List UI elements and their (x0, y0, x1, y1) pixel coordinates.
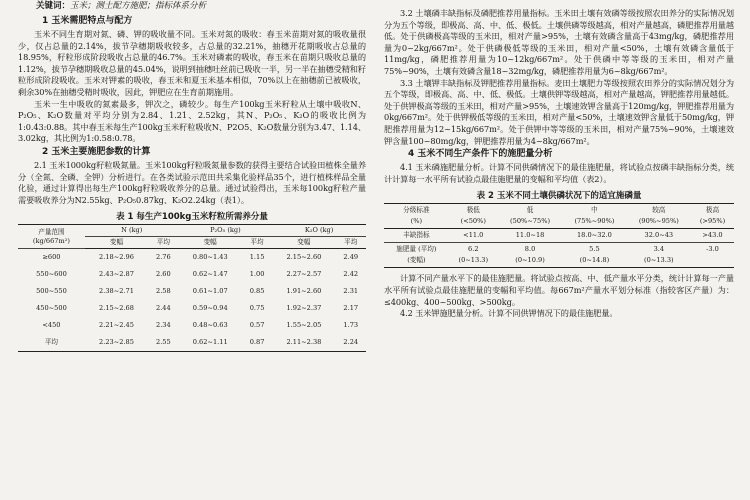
table-cell: 2.15~2.68 (99, 304, 134, 313)
t1-yield-header (18, 225, 85, 249)
table-cell: 0.62~1.47 (192, 270, 228, 279)
table-cell: 2.27~2.57 (286, 270, 322, 279)
t1-n-mean: 平均 (148, 237, 178, 249)
table-2-subheader-row (384, 216, 734, 229)
section-4-title: 4 玉米不同生产条件下的施肥量分析 (408, 149, 553, 160)
paragraph-yield-levels: 计算不同产量水平下的最佳施肥量。将试验点按高、中、低产量水平分类，统计计算每一产量水平所有试验点最佳施肥量的变幅和平均值。每667m²产量水平划分标准（指较客区产量）为：≤400kg、400~500kg、>500kg。 (384, 273, 734, 307)
t2-high-header: 较高 (652, 206, 666, 215)
table-cell: 2.15~2.60 (286, 253, 322, 262)
table-cell: 0.87 (249, 338, 265, 347)
t1-k-mean: 平均 (336, 237, 366, 249)
table-row (18, 300, 366, 317)
right-column (384, 8, 734, 320)
table-cell: 2.43~2.87 (99, 270, 134, 279)
t1-n-header: N (kg) (85, 225, 179, 237)
table-cell: 2.60 (156, 270, 171, 279)
table-cell: 2.21~2.45 (99, 321, 134, 330)
table-cell: >43.0 (691, 229, 734, 243)
table-cell: ≥600 (42, 253, 61, 262)
table-1 (18, 224, 366, 352)
table-row (384, 256, 734, 268)
t2-level-unit: (%) (384, 216, 449, 229)
t1-k-header: K₂O (kg) (272, 225, 366, 237)
keywords-label: 关键词： (36, 1, 71, 11)
paragraph-npk-uptake: 玉米不同生育期对氮、磷、钾的吸收量不同。玉米对氮的吸收：春玉米苗期对氮的吸收量很少，仅占总量的2.14%，拔节孕穗期吸收较多，占总量的32.21%，抽穗开花期吸收占总量的18.95%，籽粒形成阶段吸收占总量的46.7%。玉米对磷素的吸收，春玉米在苗期只吸收总量的1.12%，拔节孕穗期吸收总量的45.04%，说明到抽穗吐丝前已吸收一半，另一半在抽穗受精和籽粒形成阶段吸收。玉米对钾素的吸收，春玉米和夏玉米基本相似，70%以上在抽穗前已被吸收，剩余30%在抽穗受精时吸收，因此，钾肥应在生育前期施用。 (18, 29, 366, 97)
table-cell (691, 256, 734, 268)
table-cell: 0.57 (249, 321, 265, 330)
table-1-caption: 表 1 每生产100kg玉米籽粒所需养分量 (116, 212, 268, 223)
t1-yield-label: 产量范围 (38, 227, 65, 236)
table-2-caption: 表 2 玉米不同土壤供磷状况下的适宜施磷量 (476, 191, 642, 202)
table-cell: 2.58 (156, 287, 171, 296)
table-cell: 3.4 (627, 243, 691, 257)
t2-mid-range: (75%~90%) (562, 216, 626, 229)
t2-vhigh-header: 极高 (705, 206, 720, 215)
table-cell: 2.49 (343, 253, 359, 262)
table-2-body (384, 229, 734, 268)
table-cell: <450 (42, 321, 61, 330)
t2-level-header: 分级标准 (403, 206, 430, 215)
t2-low-range: (50%~75%) (498, 216, 562, 229)
t1-p-mean: 平均 (242, 237, 272, 249)
table-cell: 32.0~43 (627, 229, 691, 243)
table-cell: 2.23~2.85 (99, 338, 134, 347)
table-cell: 0.80~1.43 (192, 253, 228, 262)
table-cell: 2.31 (343, 287, 359, 296)
t2-vlow-range: (<50%) (449, 216, 498, 229)
keywords-text: 玉米；测土配方施肥；指标体系分析 (70, 1, 207, 11)
table-cell: (0~13.3) (644, 256, 674, 265)
paragraph-2-1: 2.1 玉米1000kg籽粒吸氮量。玉米100kg籽粒吸氮量参数的获得主要结合试验田植株全量养分（全氮、全磷、全钾）分析进行。在各类试验示范田共采集化验样品35个，进行植株样品全量化验，通过计算得出每生产100kg籽粒吸收养分的总量。通过试验得出，玉米每100kg籽粒产量需要吸收养分为N2.55kg、P₂O₅0.87kg、K₂O2.24kg（表1）。 (18, 159, 366, 205)
table-1-body (18, 249, 366, 352)
table-cell: 500~550 (36, 287, 67, 296)
table-cell: (0~14.8) (579, 256, 610, 265)
table-1-header-row (18, 225, 366, 237)
table-cell: 2.44 (156, 304, 171, 313)
table-cell: (0~10.9) (515, 256, 545, 265)
table-cell: 2.38~2.71 (99, 287, 134, 296)
left-column (18, 14, 366, 352)
table-cell: 0.48~0.63 (192, 321, 228, 330)
table-cell: 2.18~2.96 (99, 253, 134, 262)
t1-k-range: 变幅 (272, 237, 335, 249)
table-cell: <11.0 (449, 229, 498, 243)
table-cell: 平均 (44, 338, 59, 347)
table-row (384, 229, 734, 243)
table-2 (384, 203, 734, 268)
table-row-label: 施肥量 (平均) (384, 243, 449, 257)
t2-vlow-header: 极低 (466, 206, 480, 215)
table-cell: 1.15 (249, 253, 265, 262)
table-row (18, 334, 366, 352)
table-cell: 0.62~1.11 (192, 338, 228, 347)
table-cell: 2.42 (343, 270, 359, 279)
table-cell: 450~500 (36, 304, 67, 313)
paragraph-3-3: 3.3 土壤钾丰缺指标及钾肥推荐用量指标。麦田土壤肥力等级按照农田养分的实际情况划分为五个等级，即极高、高、中、低、极低。土壤供钾等级越高，相对产量越高，钾肥推荐用量越低。处于供钾极高等级的玉米田，相对产量>95%，土壤速效钾含量高于120mg/kg，钾肥推荐用量为0kg/667m²。处于供钾极低等级的玉米田，相对产量<50%，土壤速效钾含量低于50mg/kg，钾肥推荐用量为12~15kg/667m²。处于供钾中等等级的玉米田，相对产量75%~90%，土壤速效钾含量100~80mg/kg，钾肥推荐用量为4~8kg/667m²。 (384, 77, 734, 146)
table-row (18, 266, 366, 283)
table-cell: 18.0~32.0 (562, 229, 626, 243)
t1-yield-unit: (kg/667m²) (32, 236, 70, 245)
paragraph-npk-ratio: 玉米一生中吸收的氮素最多，钾次之，磷较少。每生产100kg玉米籽粒从土壤中吸收N、P₂O₅、K₂O数量对平均分别为2.84、1.21、2.52kg，其N、P₂O₅、K₂O的吸收比例为1:0.43:0.88。其中春玉米每生产100kg玉米籽粒吸收N、P2O5、K₂O数量分别为3.47、1.14、3.02kg，其比例为1:0.58:0.78。 (18, 98, 366, 144)
paragraph-3-2: 3.2 土壤磷丰缺指标及磷肥推荐用量指标。玉米田土壤有效磷等级按照农田养分的实际情况划分为五个等级，即极高、高、中、低、极低。土壤供磷等级越高，相对产量越高，磷肥推荐用量越低。处于供磷极高等级的玉米田，相对产量>95%，土壤有效磷含量高于43mg/kg，磷肥推荐用量为0~2kg/667m²。处于供磷极低等级的玉米田，相对产量<50%，土壤有效磷含量低于11mg/kg，磷肥推荐用量为10~12kg/667m²。处于供磷中等等级的玉米田，相对产量75%~90%，土壤有效磷含量18~32mg/kg，磷肥推荐用量为6~8kg/667m²。 (384, 8, 734, 76)
table-cell: 1.92~2.37 (286, 304, 322, 313)
table-cell: 1.73 (343, 321, 359, 330)
paragraph-4-2: 4.2 玉米钾施肥量分析。计算不同供钾情况下的最佳施肥量。 (400, 308, 618, 319)
table-cell: 0.59~0.94 (192, 304, 228, 313)
t1-p-range: 变幅 (179, 237, 242, 249)
table-2-header-row (384, 204, 734, 217)
section-1-title: 1 玉米需肥特点与配方 (42, 16, 133, 26)
table-cell: 1.91~2.60 (286, 287, 322, 296)
t2-vhigh-range: (>95%) (691, 216, 734, 229)
table-cell: 5.5 (562, 243, 626, 257)
table-cell: 2.24 (343, 338, 359, 347)
table-row-sublabel: (变幅) (407, 256, 426, 265)
keywords-line (36, 0, 366, 12)
table-cell: 1.00 (249, 270, 265, 279)
table-row (18, 283, 366, 300)
t1-n-range: 变幅 (85, 237, 148, 249)
t2-low-header: 低 (526, 206, 534, 215)
table-cell: 2.55 (156, 338, 171, 347)
table-cell: -3.0 (691, 243, 734, 257)
section-2-title: 2 玉米主要施肥参数的计算 (42, 146, 151, 157)
t2-mid-header: 中 (591, 206, 598, 215)
table-cell: 0.85 (249, 287, 265, 296)
table-cell: 6.2 (449, 243, 498, 257)
table-row (18, 249, 366, 267)
table-cell: 0.61~1.07 (192, 287, 228, 296)
table-cell: 11.0~18 (498, 229, 562, 243)
table-cell: (0~13.3) (458, 256, 489, 265)
table-row (18, 317, 366, 334)
table-cell: 550~600 (36, 270, 67, 279)
table-row (384, 243, 734, 257)
t2-high-range: (90%~95%) (627, 216, 691, 229)
table-cell: 2.76 (156, 253, 171, 262)
table-cell: 8.0 (498, 243, 562, 257)
table-row-label: 丰缺指标 (384, 229, 449, 243)
t1-p-header: P₂O₅ (kg) (179, 225, 273, 237)
table-cell: 1.55~2.05 (286, 321, 322, 330)
table-cell: 2.11~2.38 (286, 338, 322, 347)
table-cell: 2.17 (343, 304, 359, 313)
paragraph-4-1: 4.1 玉米磷施肥量分析。计算不同供磷情况下的最佳施肥量，将试验点按磷丰缺指标分类，统计计算每一水平所有试验点最佳施肥量的变幅和平均值（表2）。 (384, 162, 734, 184)
table-cell: 2.34 (156, 321, 171, 330)
table-cell: 0.75 (249, 304, 265, 313)
